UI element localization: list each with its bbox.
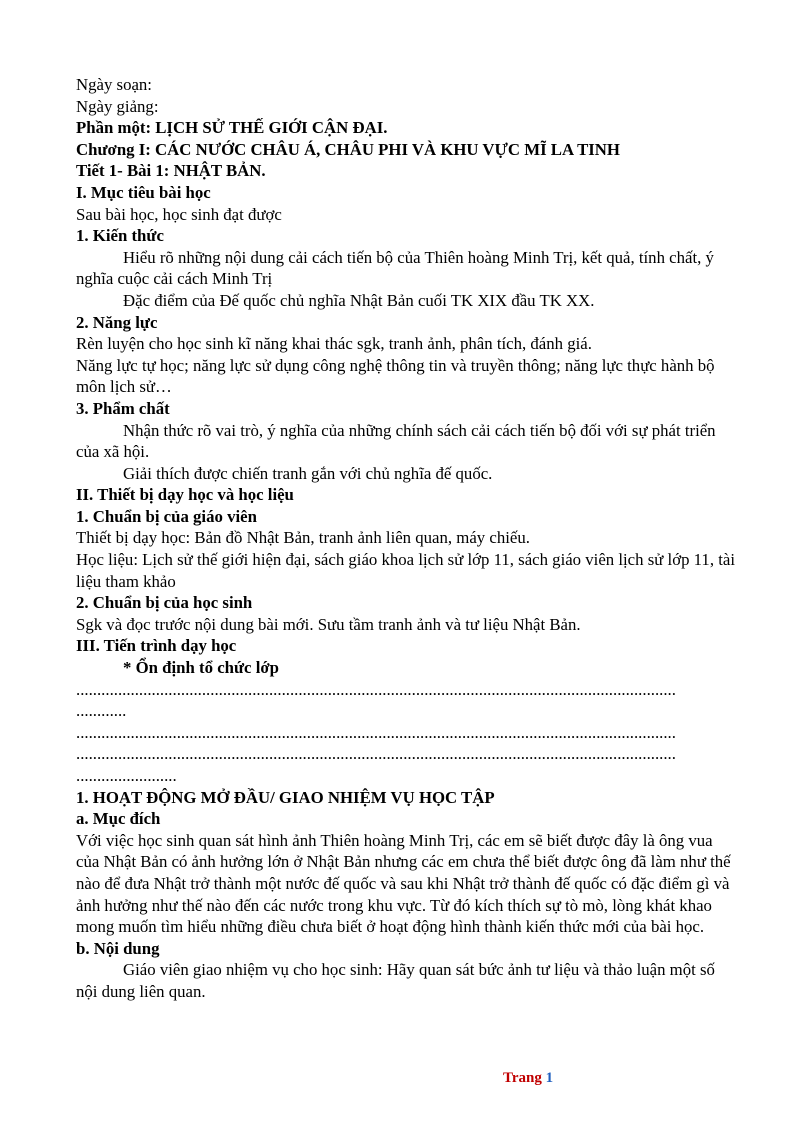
class-organization-heading: * Ổn định tổ chức lớp	[123, 658, 279, 678]
purpose-paragraph: Với việc học sinh quan sát hình ảnh Thiên hoàng Minh Trị, các em sẽ biết được đây là ông vua của Nhật Bản có ảnh hưởng lớn ở Nhật Bản nhưng các em chưa thể biết được ông đã làm như thế nào để đưa Nhật trở thành một nước đế quốc và sau khi Nhật trở thành đế quốc có đặc điểm gì và ảnh hưởng như thế nào đến các nước trong khu vực. Từ đó kích thích sự tò mò, lòng khát khao mong muốn tìm hiểu những điều chưa biết ở hoạt động hình thành kiến thức mới của bài học.	[76, 830, 731, 937]
document-page	[76, 74, 738, 1003]
content-paragraph: Giáo viên giao nhiệm vụ cho học sinh: Hãy quan sát bức ảnh tư liệu và thảo luận một số nội dung liên quan.	[76, 960, 715, 1001]
objectives-heading: I. Mục tiêu bài học	[76, 182, 211, 202]
lesson-title: Tiết 1- Bài 1: NHẬT BẢN.	[76, 161, 266, 181]
activity-heading: 1. HOẠT ĐỘNG MỞ ĐẦU/ GIAO NHIỆM VỤ HỌC TẬP	[76, 787, 495, 807]
quality-paragraph-1: Nhận thức rõ vai trò, ý nghĩa của những chính sách cải cách tiến bộ đối với sự phát triển của xã hội.	[76, 420, 716, 462]
quality-paragraph-2: Giải thích được chiến tranh gắn với chủ nghĩa đế quốc.	[123, 463, 493, 483]
equipment-heading: II. Thiết bị dạy học và học liệu	[76, 485, 294, 505]
dotted-line-short: ........................	[76, 766, 177, 785]
teacher-prep-heading: 1. Chuẩn bị của giáo viên	[76, 506, 257, 526]
part-title: Phần một: LỊCH SỬ THẾ GIỚI CẬN ĐẠI.	[76, 118, 388, 138]
quality-heading: 3. Phẩm chất	[76, 398, 170, 418]
page-number: 1	[545, 1070, 554, 1086]
dotted-line: ...............................................................................................................................................	[76, 744, 676, 764]
knowledge-paragraph-2: Đặc điểm của Đế quốc chủ nghĩa Nhật Bản cuối TK XIX đầu TK XX.	[123, 290, 595, 310]
procedure-heading: III. Tiến trình dạy học	[76, 636, 237, 656]
competency-paragraph-1: Rèn luyện cho học sinh kĩ năng khai thác sgk, tranh ảnh, phân tích, đánh giá.	[76, 334, 592, 354]
knowledge-heading: 1. Kiến thức	[76, 226, 164, 246]
teacher-prep-paragraph-1: Thiết bị dạy học: Bản đồ Nhật Bản, tranh ảnh liên quan, máy chiếu.	[76, 528, 530, 548]
teacher-prep-paragraph-2: Học liệu: Lịch sử thế giới hiện đại, sách giáo khoa lịch sử lớp 11, sách giáo viên lịch sử lớp 11, tài liệu tham khảo	[76, 550, 735, 591]
content-heading: b. Nội dung	[76, 938, 160, 958]
competency-paragraph-2: Năng lực tự học; năng lực sử dụng công nghệ thông tin và truyền thông; năng lực thực hành bộ môn lịch sử…	[76, 355, 715, 397]
objectives-intro: Sau bài học, học sinh đạt được	[76, 204, 282, 224]
purpose-heading: a. Mục đích	[76, 809, 161, 829]
dotted-line: ...............................................................................................................................................	[76, 722, 676, 742]
dotted-line: ...............................................................................................................................................	[76, 679, 676, 699]
student-prep-paragraph: Sgk và đọc trước nội dung bài mới. Sưu tầm tranh ảnh và tư liệu Nhật Bản.	[76, 614, 581, 634]
page-footer	[503, 1070, 553, 1087]
dotted-line-short: ............	[76, 701, 127, 721]
teach-date-label: Ngày giảng:	[76, 96, 159, 116]
competency-heading: 2. Năng lực	[76, 312, 158, 332]
page-label: Trang	[503, 1070, 542, 1086]
prep-date-label: Ngày soạn:	[76, 75, 152, 94]
student-prep-heading: 2. Chuẩn bị của học sinh	[76, 593, 253, 613]
chapter-title: Chương I: CÁC NƯỚC CHÂU Á, CHÂU PHI VÀ KHU VỰC MĨ LA TINH	[76, 139, 620, 159]
knowledge-paragraph-1: Hiểu rõ những nội dung cải cách tiến bộ của Thiên hoàng Minh Trị, kết quả, tính chất, ý nghĩa cuộc cải cách Minh Trị	[76, 247, 714, 289]
